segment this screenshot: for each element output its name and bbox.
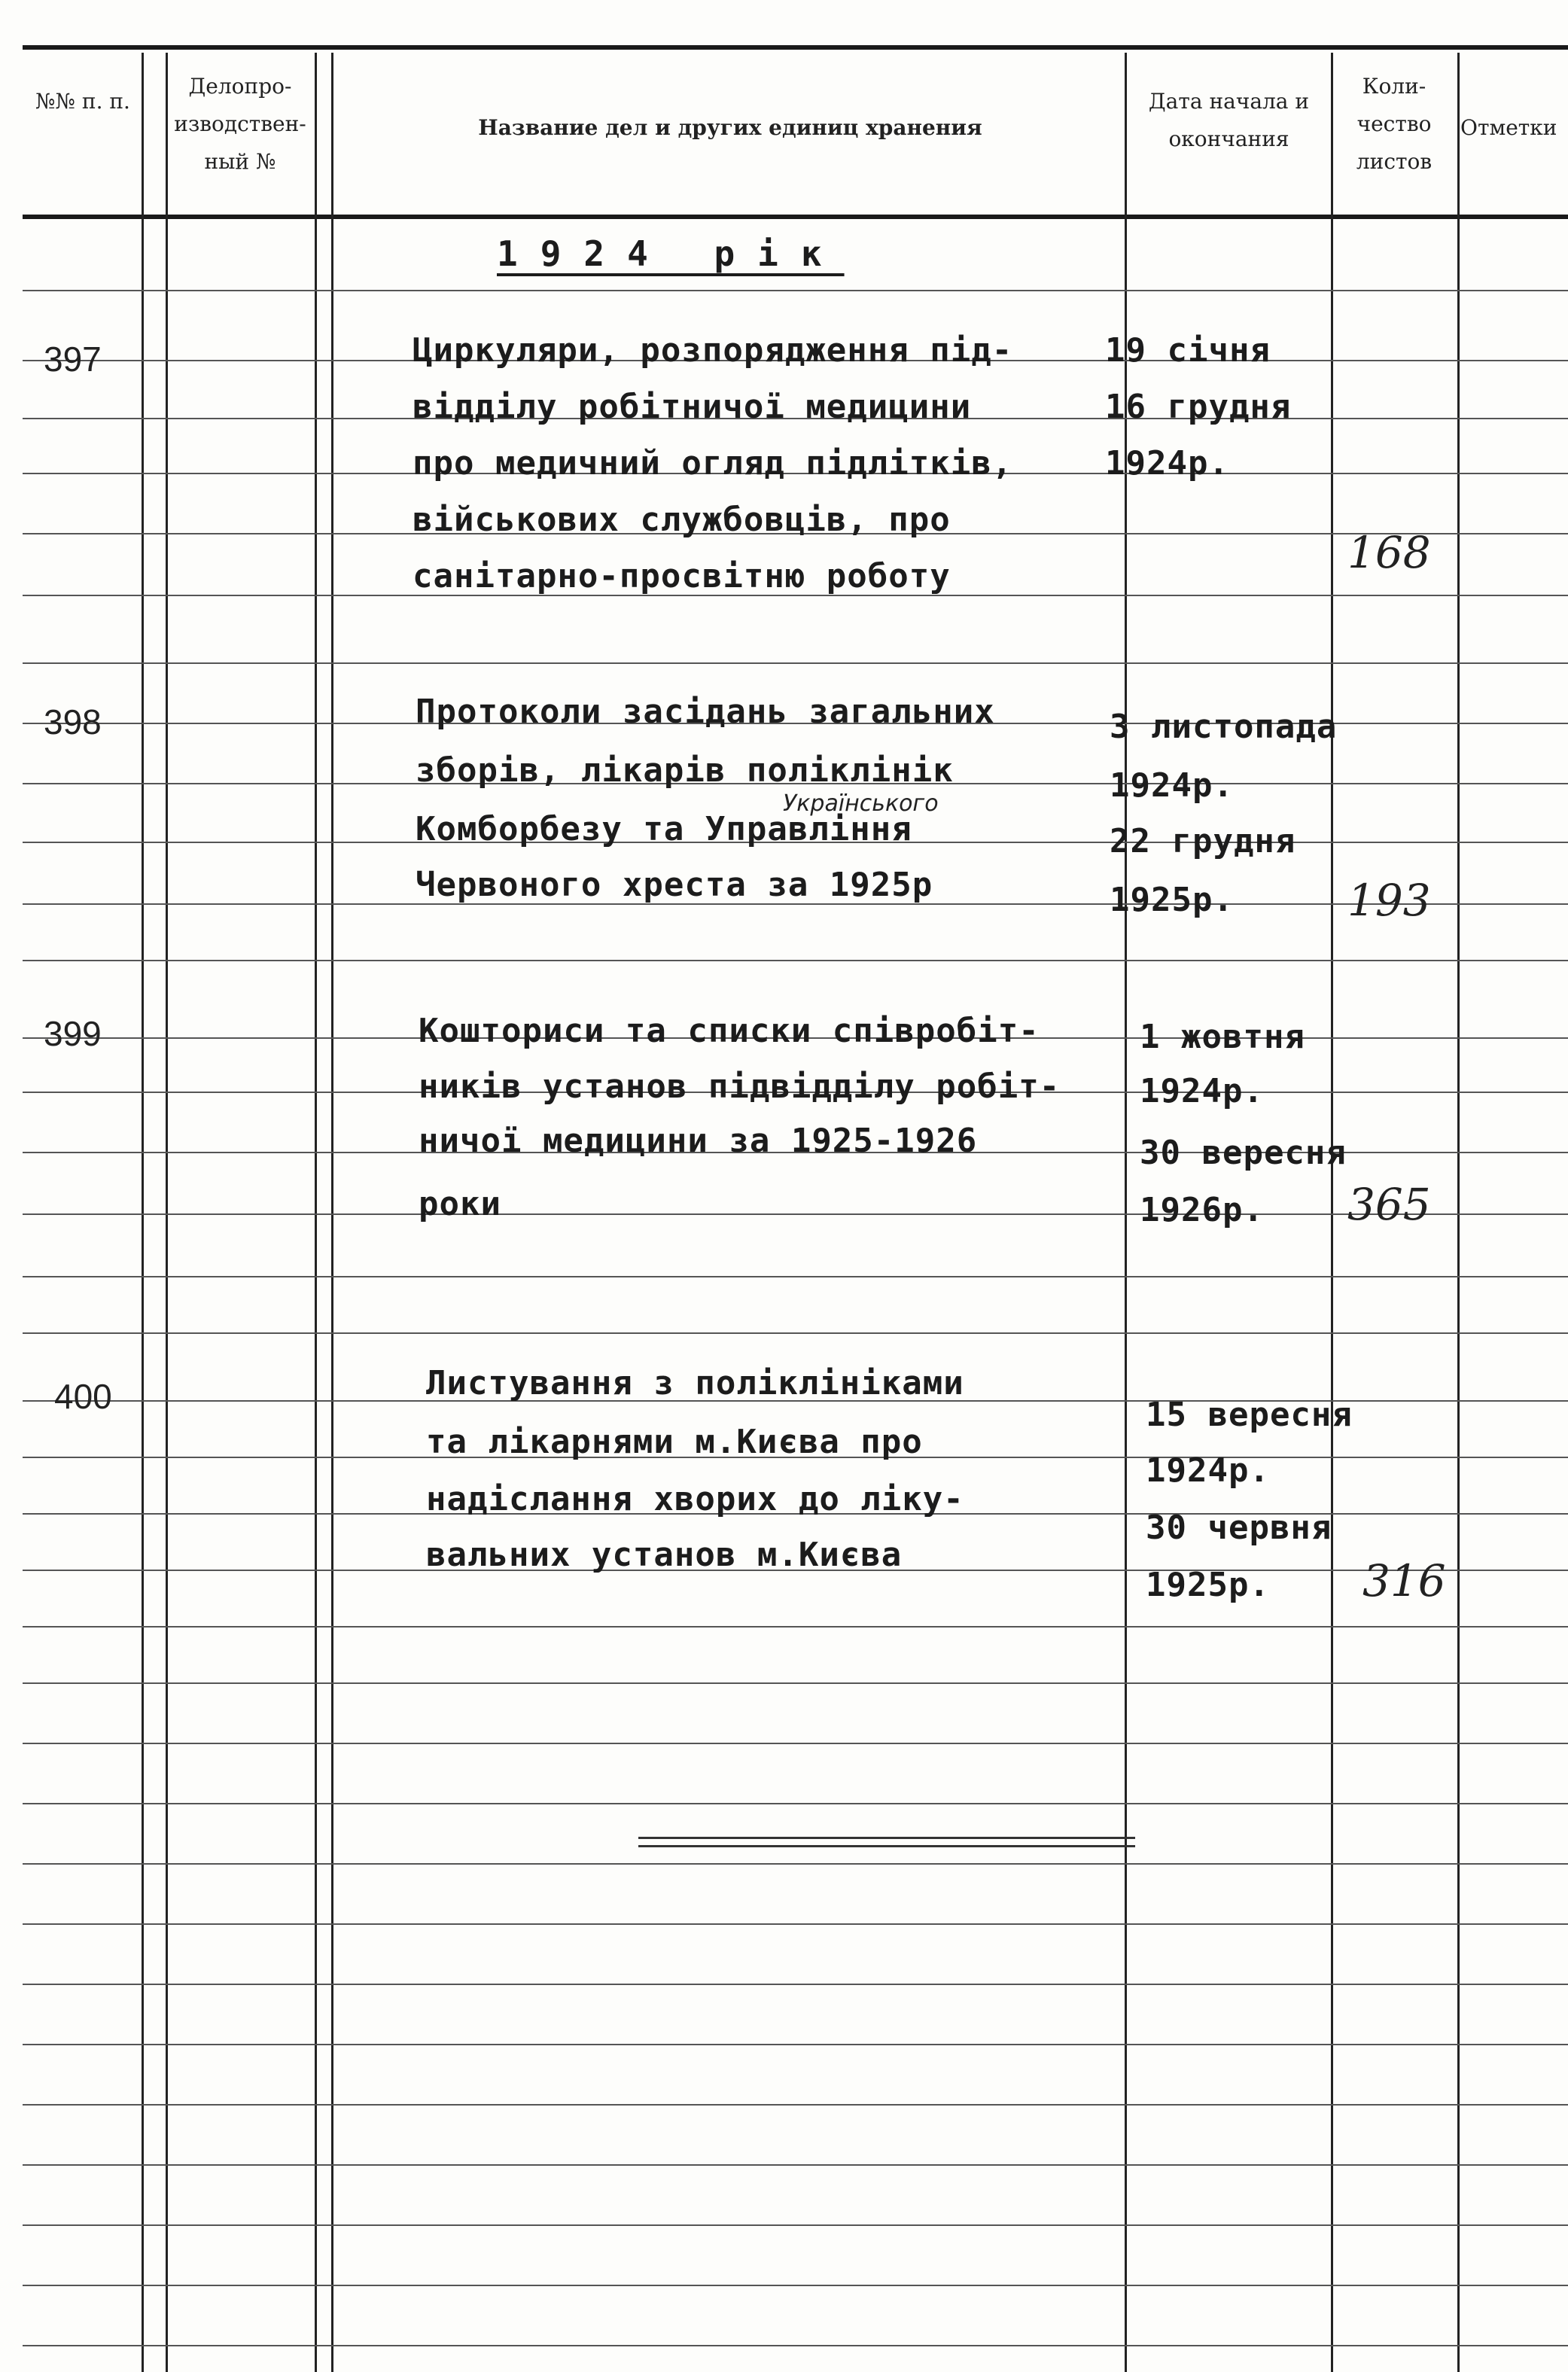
- record-number: 398: [44, 702, 102, 741]
- header-bottom-border: [23, 215, 1568, 219]
- record-number: 397: [44, 340, 102, 379]
- ruled-line: [23, 2164, 1568, 2166]
- record-title-line: відділу робітничої медицини: [413, 388, 972, 426]
- record-date: 1924р.: [1140, 1072, 1264, 1110]
- ruled-line: [23, 290, 1568, 291]
- ruled-line: [23, 960, 1568, 961]
- ruled-line: [23, 1332, 1568, 1334]
- year-heading: 1924 рік: [497, 233, 845, 274]
- record-title-line: Кошториси та списки співробіт-: [419, 1012, 1040, 1050]
- ruled-line: [23, 1923, 1568, 1925]
- ruled-line: [23, 2285, 1568, 2286]
- col-divider-2: [315, 53, 317, 2372]
- ruled-line: [23, 1743, 1568, 1744]
- record-title-line: надіслання хворих до ліку-: [426, 1480, 964, 1518]
- header-dates: Дата начала и окончания: [1148, 89, 1310, 151]
- top-border: [23, 45, 1568, 50]
- record-number: 399: [44, 1014, 102, 1053]
- col-divider-4: [1331, 53, 1333, 2372]
- ruled-line: [23, 1276, 1568, 1277]
- record-title-line: Протоколи засідань загальних: [416, 693, 995, 731]
- record-date: 1924р.: [1110, 766, 1234, 805]
- sheet-count: 316: [1362, 1555, 1446, 1606]
- record-date: 19 січня: [1105, 331, 1271, 370]
- record-date: 22 грудня: [1110, 822, 1296, 860]
- ruled-line: [23, 1984, 1568, 1985]
- record-date: 1 жовтня: [1140, 1018, 1305, 1056]
- record-title-line: ничої медицини за 1925-1926: [419, 1122, 978, 1160]
- ruled-line: [23, 1682, 1568, 1684]
- record-number: 400: [54, 1377, 112, 1416]
- sheet-count: 168: [1347, 527, 1431, 578]
- header-sheets: Коли-чество листов: [1356, 74, 1433, 174]
- header-notes: Отметки: [1460, 115, 1557, 140]
- ruled-line: [23, 2044, 1568, 2045]
- record-title-line: зборів, лікарів поліклінік: [416, 751, 954, 790]
- record-title-line: про медичний огляд підлітків,: [413, 444, 1013, 483]
- record-date: 30 червня: [1146, 1509, 1332, 1547]
- ruled-line: [23, 2104, 1568, 2106]
- ruled-line: [23, 1803, 1568, 1804]
- record-title-line: військових службовців, про: [413, 501, 951, 539]
- header-office-number: Делопро-изводствен-ный №: [174, 74, 306, 174]
- sheet-count: 365: [1347, 1179, 1431, 1230]
- end-of-list-rule: [638, 1837, 1135, 1847]
- ruled-line: [23, 2224, 1568, 2226]
- ruled-line: [23, 1213, 1568, 1215]
- record-date: 16 грудня: [1105, 388, 1292, 426]
- ruled-line: [23, 2345, 1568, 2346]
- record-title-line: та лікарнями м.Києва про: [426, 1423, 923, 1461]
- header-number: №№ п. п.: [35, 89, 130, 114]
- record-title-line: Комборбезу та Управління: [416, 810, 912, 848]
- record-title-line: вальних установ м.Києва: [426, 1536, 903, 1574]
- header-title: Название дел и других единиц хранения: [478, 115, 982, 140]
- record-title-line: Червоного хреста за 1925р: [416, 866, 933, 904]
- ruled-line: [23, 1863, 1568, 1865]
- col-divider-5: [1457, 53, 1460, 2372]
- record-title-line: роки: [419, 1185, 501, 1223]
- col-divider-1b: [166, 53, 168, 2372]
- ruled-line: [23, 662, 1568, 664]
- record-date: 1924р.: [1146, 1451, 1270, 1490]
- ruled-line: [23, 1626, 1568, 1628]
- record-date: 1926р.: [1140, 1191, 1264, 1229]
- col-divider-1: [142, 53, 144, 2372]
- record-date: 1925р.: [1110, 881, 1234, 919]
- col-divider-2b: [331, 53, 333, 2372]
- record-title-line: санітарно-просвітню роботу: [413, 557, 951, 595]
- record-title-line: Листування з поліклініками: [426, 1364, 964, 1402]
- record-date: 1925р.: [1146, 1566, 1270, 1604]
- handwritten-correction: Українського: [783, 790, 939, 817]
- record-date: 15 вересня: [1146, 1396, 1353, 1434]
- sheet-count: 193: [1347, 875, 1431, 926]
- record-date: 30 вересня: [1140, 1134, 1347, 1172]
- record-title-line: Циркуляри, розпорядження під-: [413, 331, 1013, 370]
- record-date: 3 листопада: [1110, 708, 1338, 746]
- record-title-line: ників установ підвідділу робіт-: [419, 1067, 1061, 1106]
- record-date: 1924р.: [1105, 444, 1229, 483]
